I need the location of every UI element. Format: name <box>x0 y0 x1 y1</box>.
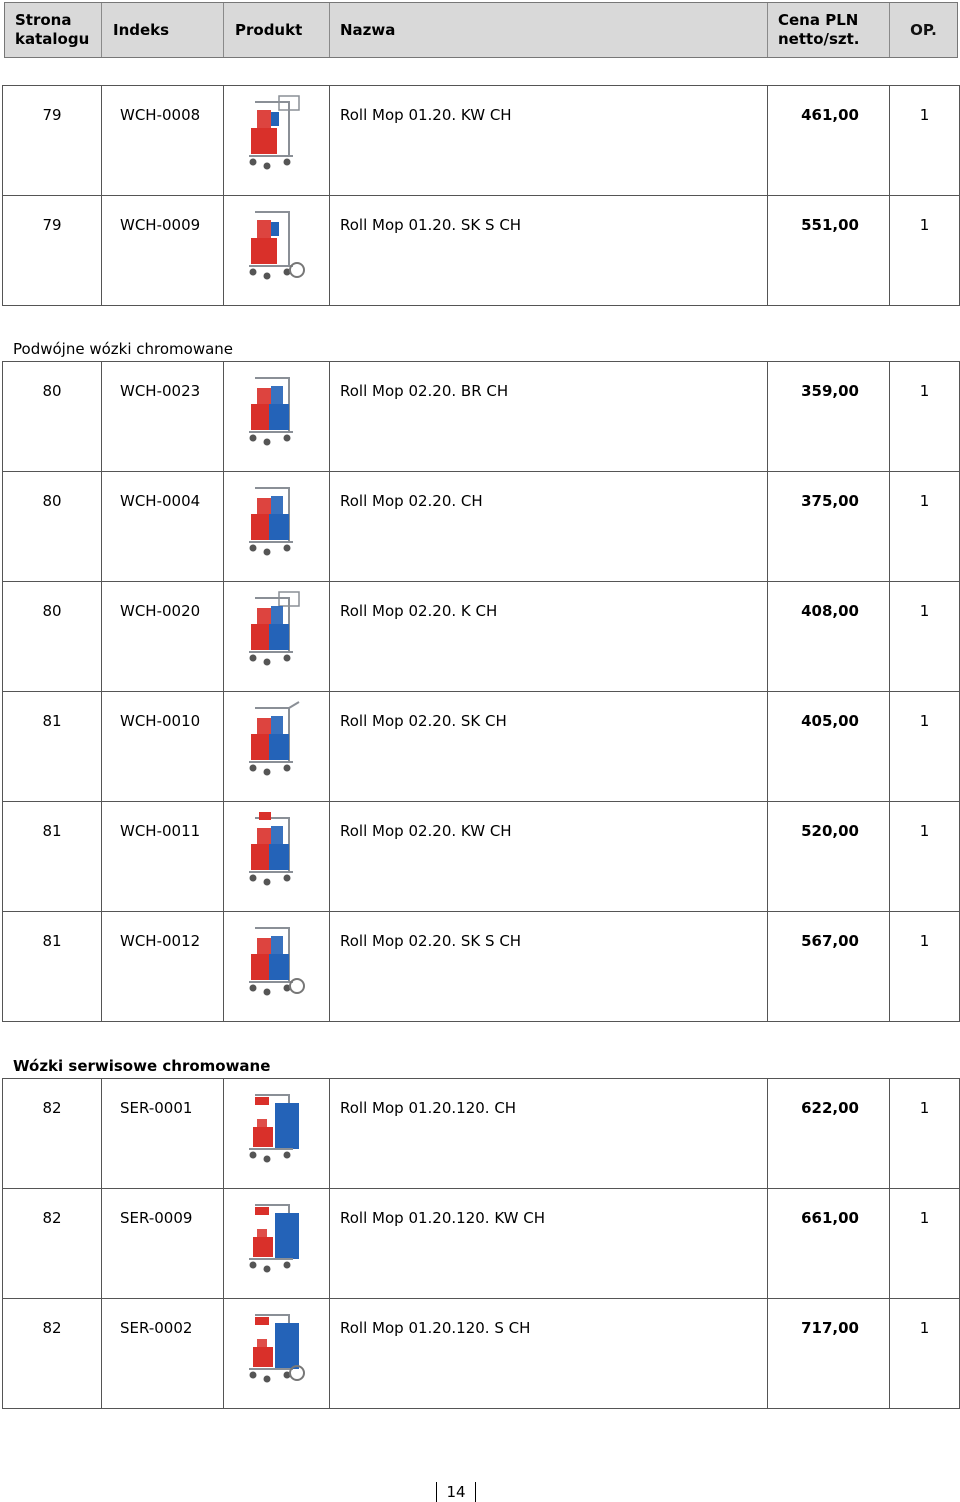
header-produkt-label: Produkt <box>235 20 303 39</box>
table-row <box>3 1299 960 1409</box>
index-cell-text: SER-0002 <box>120 1318 193 1337</box>
index-cell <box>102 1079 224 1189</box>
product-image-cell <box>224 692 330 802</box>
name-cell <box>330 362 768 472</box>
header-cena <box>768 3 890 57</box>
op-cell-text: 1 <box>919 1208 930 1227</box>
catalog-page-cell-text: 79 <box>42 215 62 234</box>
op-cell <box>890 912 960 1022</box>
price-cell <box>768 1299 890 1409</box>
header-op-label: OP. <box>910 20 937 39</box>
name-cell-text: Roll Mop 01.20. SK S CH <box>340 215 522 234</box>
product-image-cell <box>224 802 330 912</box>
price-cell-text: 520,00 <box>801 821 859 840</box>
price-cell-text: 551,00 <box>801 215 859 234</box>
catalog-page-cell-text: 82 <box>42 1098 62 1117</box>
price-cell-text: 408,00 <box>801 601 859 620</box>
catalog-page-cell-text: 81 <box>42 931 62 950</box>
op-cell <box>890 1189 960 1299</box>
table-row <box>3 196 960 306</box>
name-cell-text: Roll Mop 01.20. KW CH <box>340 105 512 124</box>
product-thumbnail <box>245 920 309 1002</box>
section-title: Wózki serwisowe chromowane <box>13 1057 271 1075</box>
name-cell <box>330 196 768 306</box>
name-cell <box>330 1079 768 1189</box>
op-cell <box>890 582 960 692</box>
header-nazwa-label: Nazwa <box>340 20 396 39</box>
catalog-page-cell <box>3 1079 102 1189</box>
price-cell <box>768 692 890 802</box>
catalog-page-cell <box>3 912 102 1022</box>
price-cell-text: 405,00 <box>801 711 859 730</box>
name-cell <box>330 472 768 582</box>
price-cell-text: 375,00 <box>801 491 859 510</box>
index-cell <box>102 362 224 472</box>
op-cell <box>890 362 960 472</box>
op-cell-text: 1 <box>919 711 930 730</box>
catalog-page-cell <box>3 582 102 692</box>
product-thumbnail <box>245 204 309 286</box>
price-cell <box>768 582 890 692</box>
header-nazwa <box>330 3 768 57</box>
product-image-cell <box>224 1299 330 1409</box>
product-image-cell <box>224 472 330 582</box>
name-cell <box>330 582 768 692</box>
catalog-page-cell-text: 81 <box>42 711 62 730</box>
op-cell-text: 1 <box>919 601 930 620</box>
index-cell <box>102 1299 224 1409</box>
table-row <box>3 582 960 692</box>
product-thumbnail <box>245 1197 309 1279</box>
index-cell-text: WCH-0011 <box>120 821 201 840</box>
table-row <box>3 692 960 802</box>
price-cell-text: 461,00 <box>801 105 859 124</box>
product-image-cell <box>224 196 330 306</box>
index-cell-text: WCH-0004 <box>120 491 201 510</box>
index-cell-text: WCH-0010 <box>120 711 201 730</box>
price-cell <box>768 1079 890 1189</box>
price-cell <box>768 86 890 196</box>
table-row <box>3 1189 960 1299</box>
table-header <box>4 2 958 58</box>
product-thumbnail <box>245 1087 309 1169</box>
op-cell-text: 1 <box>919 1318 930 1337</box>
name-cell <box>330 1189 768 1299</box>
product-table <box>2 361 960 1022</box>
table-row <box>3 802 960 912</box>
price-cell <box>768 472 890 582</box>
price-cell-text: 622,00 <box>801 1098 859 1117</box>
catalog-page-cell <box>3 1299 102 1409</box>
product-thumbnail <box>245 480 309 562</box>
name-cell <box>330 802 768 912</box>
op-cell <box>890 802 960 912</box>
product-thumbnail <box>245 590 309 672</box>
price-cell <box>768 196 890 306</box>
op-cell-text: 1 <box>919 931 930 950</box>
product-thumbnail <box>245 94 309 176</box>
catalog-page-cell <box>3 196 102 306</box>
index-cell <box>102 912 224 1022</box>
price-cell <box>768 362 890 472</box>
header-strona-label: Strona katalogu <box>15 11 90 48</box>
table-row <box>3 472 960 582</box>
product-image-cell <box>224 1189 330 1299</box>
page-number <box>436 1482 476 1502</box>
index-cell <box>102 472 224 582</box>
catalog-page-cell-text: 80 <box>42 381 62 400</box>
product-table <box>2 1078 960 1409</box>
name-cell-text: Roll Mop 01.20.120. CH <box>340 1098 517 1117</box>
op-cell <box>890 196 960 306</box>
name-cell-text: Roll Mop 02.20. KW CH <box>340 821 512 840</box>
product-thumbnail <box>245 1307 309 1389</box>
name-cell-text: Roll Mop 02.20. K CH <box>340 601 498 620</box>
catalog-page-cell-text: 80 <box>42 601 62 620</box>
catalog-page-cell-text: 79 <box>42 105 62 124</box>
op-cell <box>890 692 960 802</box>
index-cell-text: WCH-0023 <box>120 381 201 400</box>
price-cell-text: 567,00 <box>801 931 859 950</box>
product-image-cell <box>224 86 330 196</box>
index-cell-text: SER-0009 <box>120 1208 193 1227</box>
index-cell-text: WCH-0009 <box>120 215 201 234</box>
index-cell <box>102 86 224 196</box>
product-thumbnail <box>245 370 309 452</box>
table-row <box>3 1079 960 1189</box>
op-cell <box>890 1079 960 1189</box>
name-cell-text: Roll Mop 01.20.120. KW CH <box>340 1208 545 1227</box>
index-cell-text: WCH-0012 <box>120 931 201 950</box>
catalog-page-cell <box>3 1189 102 1299</box>
product-table <box>2 85 960 306</box>
catalog-page-cell-text: 80 <box>42 491 62 510</box>
page-number-label: 14 <box>446 1483 466 1501</box>
index-cell <box>102 1189 224 1299</box>
product-thumbnail <box>245 810 309 892</box>
index-cell-text: WCH-0020 <box>120 601 201 620</box>
index-cell <box>102 196 224 306</box>
section-title: Podwójne wózki chromowane <box>13 340 234 358</box>
op-cell-text: 1 <box>919 381 930 400</box>
op-cell-text: 1 <box>919 491 930 510</box>
name-cell-text: Roll Mop 01.20.120. S CH <box>340 1318 531 1337</box>
price-cell-text: 717,00 <box>801 1318 859 1337</box>
catalog-page-cell-text: 82 <box>42 1318 62 1337</box>
op-cell-text: 1 <box>919 215 930 234</box>
index-cell-text: WCH-0008 <box>120 105 201 124</box>
name-cell <box>330 912 768 1022</box>
index-cell-text: SER-0001 <box>120 1098 193 1117</box>
header-indeks-label: Indeks <box>113 20 170 39</box>
index-cell <box>102 802 224 912</box>
price-cell-text: 359,00 <box>801 381 859 400</box>
price-cell <box>768 1189 890 1299</box>
index-cell <box>102 582 224 692</box>
product-image-cell <box>224 1079 330 1189</box>
product-image-cell <box>224 912 330 1022</box>
price-cell <box>768 802 890 912</box>
op-cell <box>890 86 960 196</box>
header-op <box>890 3 957 57</box>
header-strona <box>5 3 102 57</box>
header-produkt <box>224 3 330 57</box>
price-cell-text: 661,00 <box>801 1208 859 1227</box>
catalog-page-cell-text: 81 <box>42 821 62 840</box>
name-cell-text: Roll Mop 02.20. SK CH <box>340 711 507 730</box>
product-image-cell <box>224 362 330 472</box>
catalog-page-cell <box>3 472 102 582</box>
product-image-cell <box>224 582 330 692</box>
product-thumbnail <box>245 700 309 782</box>
name-cell-text: Roll Mop 02.20. SK S CH <box>340 931 522 950</box>
name-cell <box>330 86 768 196</box>
catalog-page-cell <box>3 86 102 196</box>
header-indeks <box>102 3 224 57</box>
name-cell <box>330 692 768 802</box>
op-cell <box>890 1299 960 1409</box>
op-cell-text: 1 <box>919 821 930 840</box>
table-row <box>3 86 960 196</box>
price-cell <box>768 912 890 1022</box>
index-cell <box>102 692 224 802</box>
table-row <box>3 912 960 1022</box>
name-cell-text: Roll Mop 02.20. CH <box>340 491 483 510</box>
header-cena-label: Cena PLN netto/szt. <box>778 11 860 48</box>
catalog-page-cell-text: 82 <box>42 1208 62 1227</box>
catalog-page-cell <box>3 362 102 472</box>
name-cell <box>330 1299 768 1409</box>
table-row <box>3 362 960 472</box>
catalog-page-cell <box>3 802 102 912</box>
op-cell <box>890 472 960 582</box>
op-cell-text: 1 <box>919 1098 930 1117</box>
op-cell-text: 1 <box>919 105 930 124</box>
catalog-page-cell <box>3 692 102 802</box>
name-cell-text: Roll Mop 02.20. BR CH <box>340 381 509 400</box>
